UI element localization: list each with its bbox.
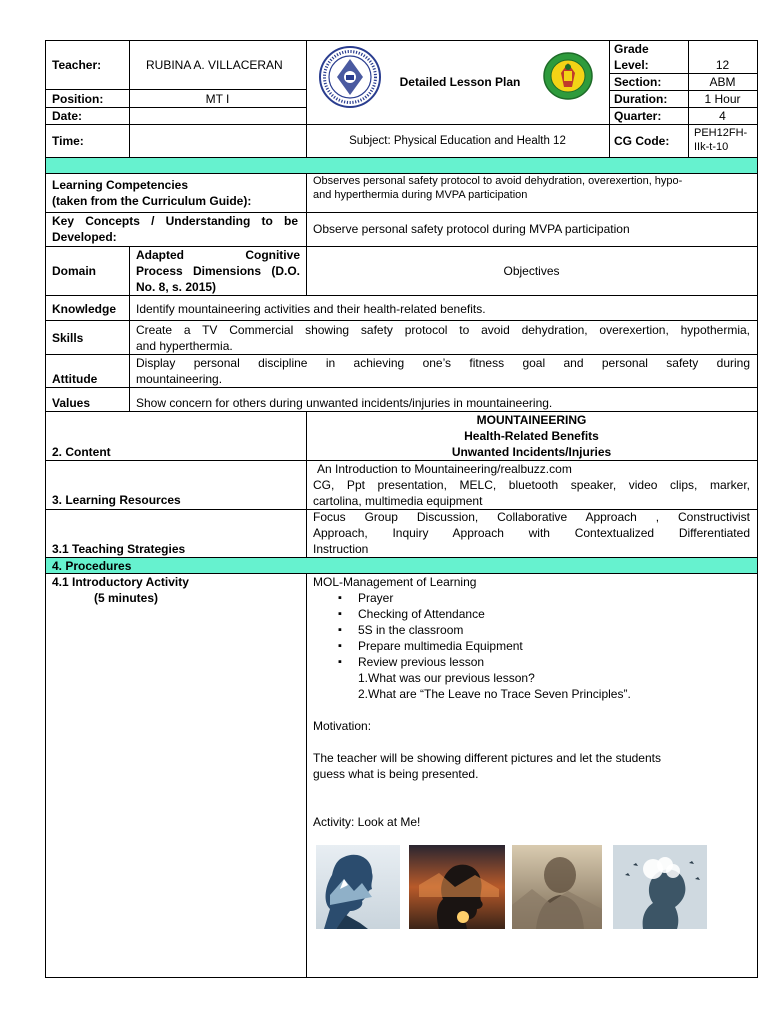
divider xyxy=(45,124,758,125)
lesson-plan-title: Detailed Lesson Plan xyxy=(399,75,521,89)
list-item: ▪ 5S in the classroom xyxy=(334,622,523,638)
attitude-label: Attitude xyxy=(52,372,98,386)
mol-list xyxy=(334,590,523,670)
resources-line-2: CG, Ppt presentation, MELC, bluetooth speaker, video clips, marker, xyxy=(313,478,750,492)
procedures-band xyxy=(46,558,757,573)
quarter-label: Quarter: xyxy=(614,109,662,123)
activity-heading: Activity: Look at Me! xyxy=(313,815,421,829)
knowledge-label: Knowledge xyxy=(52,302,117,316)
strategies-line-3: Instruction xyxy=(313,542,369,556)
key-concepts-text: Observe personal safety protocol during MVPA participation xyxy=(313,222,630,236)
divider xyxy=(609,40,610,157)
list-item: ▪ Prayer xyxy=(334,590,523,606)
mountain-silhouette-photo xyxy=(316,845,400,929)
divider xyxy=(45,107,307,108)
review-question-2: 2.What are “The Leave no Trace Seven Principles”. xyxy=(358,687,631,701)
school-seal-logo xyxy=(542,51,594,101)
grade-value: 12 xyxy=(715,58,730,72)
date-label: Date: xyxy=(52,109,83,123)
introductory-label: 4.1 Introductory Activity xyxy=(52,575,189,589)
cloud-head-photo xyxy=(613,845,707,929)
motivation-text-2: guess what is being presented. xyxy=(313,767,479,781)
attitude-text-2: mountaineering. xyxy=(136,372,223,386)
divider xyxy=(306,573,307,977)
key-concepts-label-1: Key Concepts / Understanding to be xyxy=(52,214,298,228)
grade-label-1: Grade xyxy=(614,42,649,56)
cg-code-line-1: PEH12FH- xyxy=(694,127,748,139)
section-label: Section: xyxy=(614,75,662,89)
content-line-3: Unwanted Incidents/Injuries xyxy=(451,445,612,459)
competencies-text-1: Observes personal safety protocol to avoid dehydration, overexertion, hypo- xyxy=(313,175,683,187)
teacher-name: RUBINA A. VILLACERAN xyxy=(146,58,283,72)
adapted-label-2: Process Dimensions (D.O. xyxy=(136,264,300,278)
section-value: ABM xyxy=(709,75,736,89)
list-item: ▪ Checking of Attendance xyxy=(334,606,523,622)
border-top xyxy=(45,40,758,41)
mol-heading: MOL-Management of Learning xyxy=(313,575,477,589)
subject-line: Subject: Physical Education and Health 12 xyxy=(349,135,566,147)
position-label: Position: xyxy=(52,92,104,106)
teal-band xyxy=(46,157,757,173)
divider xyxy=(129,246,130,411)
attitude-text-1: Display personal discipline in achieving one’s fitness goal and personal safety during xyxy=(136,356,750,370)
divider xyxy=(45,157,758,158)
cg-code-label: CG Code: xyxy=(614,134,670,148)
grade-label-2: Level: xyxy=(614,58,649,72)
teacher-label: Teacher: xyxy=(52,58,102,72)
sunset-profile-photo xyxy=(409,845,505,929)
strategies-label: 3.1 Teaching Strategies xyxy=(52,542,186,556)
procedures-label: 4. Procedures xyxy=(52,559,132,573)
border-bottom xyxy=(45,977,758,978)
strategies-line-1: Focus Group Discussion, Collaborative Approach , Constructivist xyxy=(313,510,750,524)
list-item: ▪ Review previous lesson xyxy=(334,654,523,670)
resources-line-1: An Introduction to Mountaineering/realbuzz.com xyxy=(317,462,572,476)
position-value: MT I xyxy=(205,92,230,106)
introductory-duration: (5 minutes) xyxy=(94,591,159,605)
duration-value: 1 Hour xyxy=(704,92,741,106)
domain-label: Domain xyxy=(52,264,97,278)
values-label: Values xyxy=(52,396,91,410)
time-label: Time: xyxy=(52,134,84,148)
divider xyxy=(45,320,758,321)
list-item: ▪ Prepare multimedia Equipment xyxy=(334,638,523,654)
skills-text-2: and hyperthermia. xyxy=(136,339,233,353)
adapted-label-3: No. 8, s. 2015) xyxy=(136,280,217,294)
content-label: 2. Content xyxy=(52,445,111,459)
motivation-heading: Motivation: xyxy=(313,719,372,733)
foggy-portrait-photo xyxy=(512,845,602,929)
competencies-label-1: Learning Competencies xyxy=(52,178,189,192)
adapted-label-1: Adapted Cognitive xyxy=(136,248,300,262)
duration-label: Duration: xyxy=(614,92,668,106)
objectives-header: Objectives xyxy=(503,264,560,278)
knowledge-text: Identify mountaineering activities and their health-related benefits. xyxy=(136,302,486,316)
deped-seal-logo xyxy=(318,45,382,109)
competencies-text-2: and hyperthermia during MVPA participation xyxy=(313,189,528,201)
quarter-value: 4 xyxy=(719,109,726,123)
competencies-label-2: (taken from the Curriculum Guide): xyxy=(52,194,252,208)
content-line-2: Health-Related Benefits xyxy=(464,429,599,443)
divider xyxy=(45,295,758,296)
strategies-line-2: Approach, Inquiry Approach with Contextualized Differentiated xyxy=(313,526,750,540)
resources-line-3: cartolina, multimedia equipment xyxy=(313,494,483,508)
divider xyxy=(45,387,758,388)
review-question-1: 1.What was our previous lesson? xyxy=(358,671,535,685)
values-text: Show concern for others during unwanted incidents/injuries in mountaineering. xyxy=(136,396,553,410)
content-line-1: MOUNTAINEERING xyxy=(476,413,587,427)
divider xyxy=(45,89,307,90)
skills-text-1: Create a TV Commercial showing safety protocol to avoid dehydration, overexertion, hypothermia, xyxy=(136,323,750,337)
resources-label: 3. Learning Resources xyxy=(52,493,181,507)
cg-code-line-2: IIk-t-10 xyxy=(694,141,729,153)
skills-label: Skills xyxy=(52,331,84,345)
key-concepts-label-2: Developed: xyxy=(52,230,117,244)
motivation-text-1: The teacher will be showing different pictures and let the students xyxy=(313,751,661,765)
